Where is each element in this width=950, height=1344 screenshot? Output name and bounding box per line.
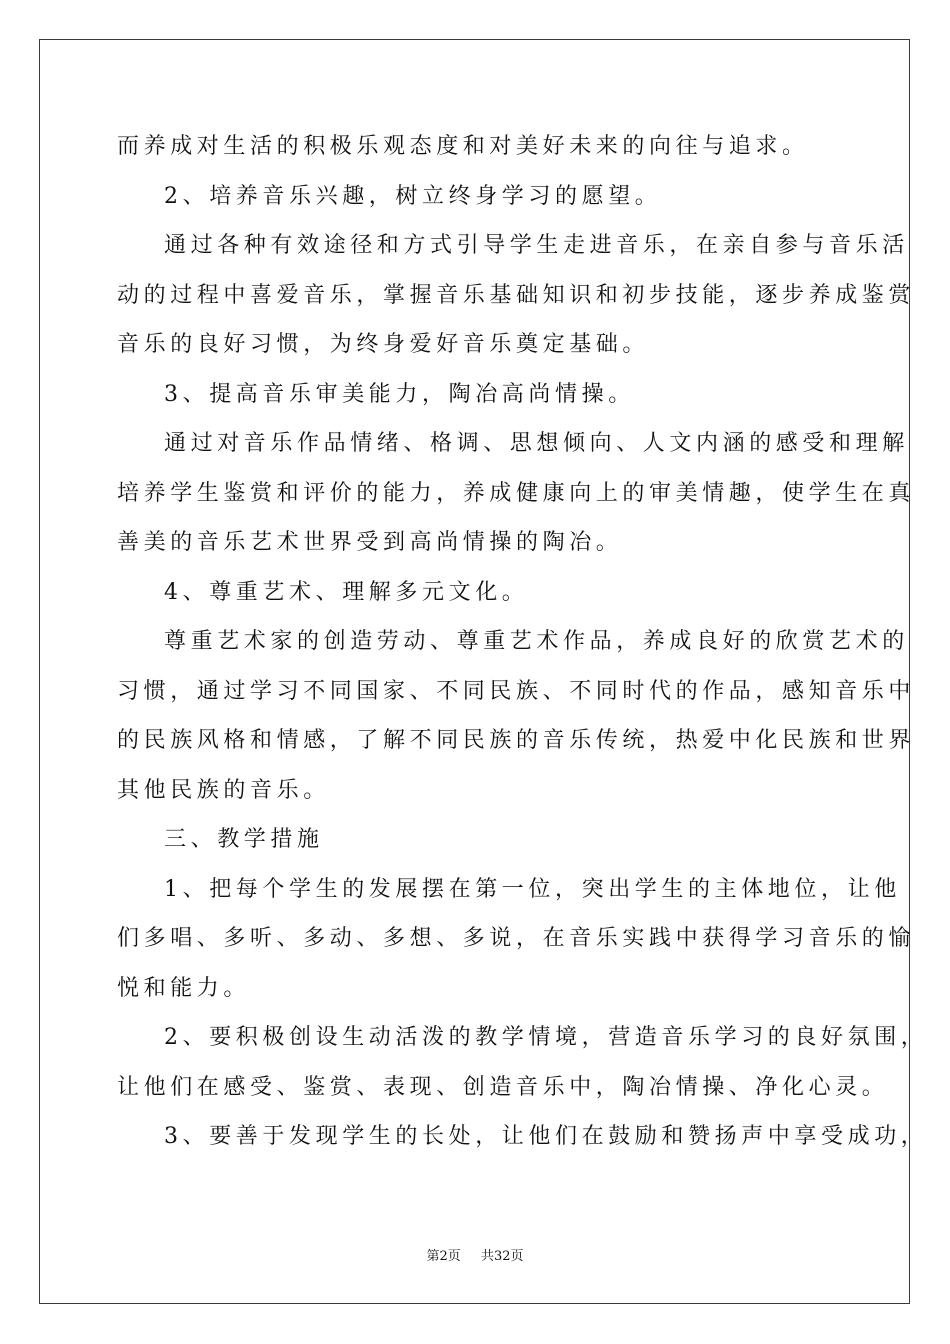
text-line: 通过对音乐作品情绪、格调、思想倾向、人文内涵的感受和理解 [164,431,909,456]
text-line: 动的过程中喜爱音乐，掌握音乐基础知识和初步技能，逐步养成鉴赏 [117,282,916,308]
text-line: 培养学生鉴赏和评价的能力，养成健康向上的审美情趣，使学生在真 [117,480,916,506]
section-heading: 三、教学措施 [164,827,324,852]
text-line: 们多唱、多听、多动、多想、多说，在音乐实践中获得学习音乐的愉 [117,926,916,951]
text-line: 2、培养音乐兴趣，树立终身学习的愿望。 [164,183,662,209]
total-pages: 共32页 [481,1249,524,1264]
page-number: 第2页 [426,1249,461,1264]
text-line: 让他们在感受、鉴赏、表现、创造音乐中，陶冶情操、净化心灵。 [117,1074,889,1100]
text-line: 习惯，通过学习不同国家、不同民族、不同时代的作品，感知音乐中 [117,678,916,704]
text-line: 通过各种有效途径和方式引导学生走进音乐，在亲自参与音乐活 [164,233,909,258]
page-footer [0,1248,950,1266]
text-line: 尊重艺术家的创造劳动、尊重艺术作品，养成良好的欣赏艺术的 [164,629,909,654]
text-line: 音乐的良好习惯，为终身爱好音乐奠定基础。 [117,332,650,357]
text-line: 的民族风格和情感，了解不同民族的音乐传统，热爱中化民族和世界 [117,728,916,753]
text-line: 而养成对生活的积极乐观态度和对美好未来的向往与追求。 [117,134,809,159]
text-line: 3、提高音乐审美能力，陶冶高尚情操。 [164,381,635,407]
text-line: 4、尊重艺术、理解多元文化。 [164,579,529,605]
text-line: 悦和能力。 [117,975,251,1001]
text-line: 其他民族的音乐。 [117,777,330,803]
text-line: 2、要积极创设生动活泼的教学情境，营造音乐学习的良好氛围， [164,1025,928,1050]
text-line: 3、要善于发现学生的长处，让他们在鼓励和赞扬声中享受成功， [164,1124,928,1149]
text-line: 善美的音乐艺术世界受到高尚情操的陶冶。 [117,530,623,555]
text-line: 1、把每个学生的发展摆在第一位，突出学生的主体地位，让他 [164,876,901,902]
